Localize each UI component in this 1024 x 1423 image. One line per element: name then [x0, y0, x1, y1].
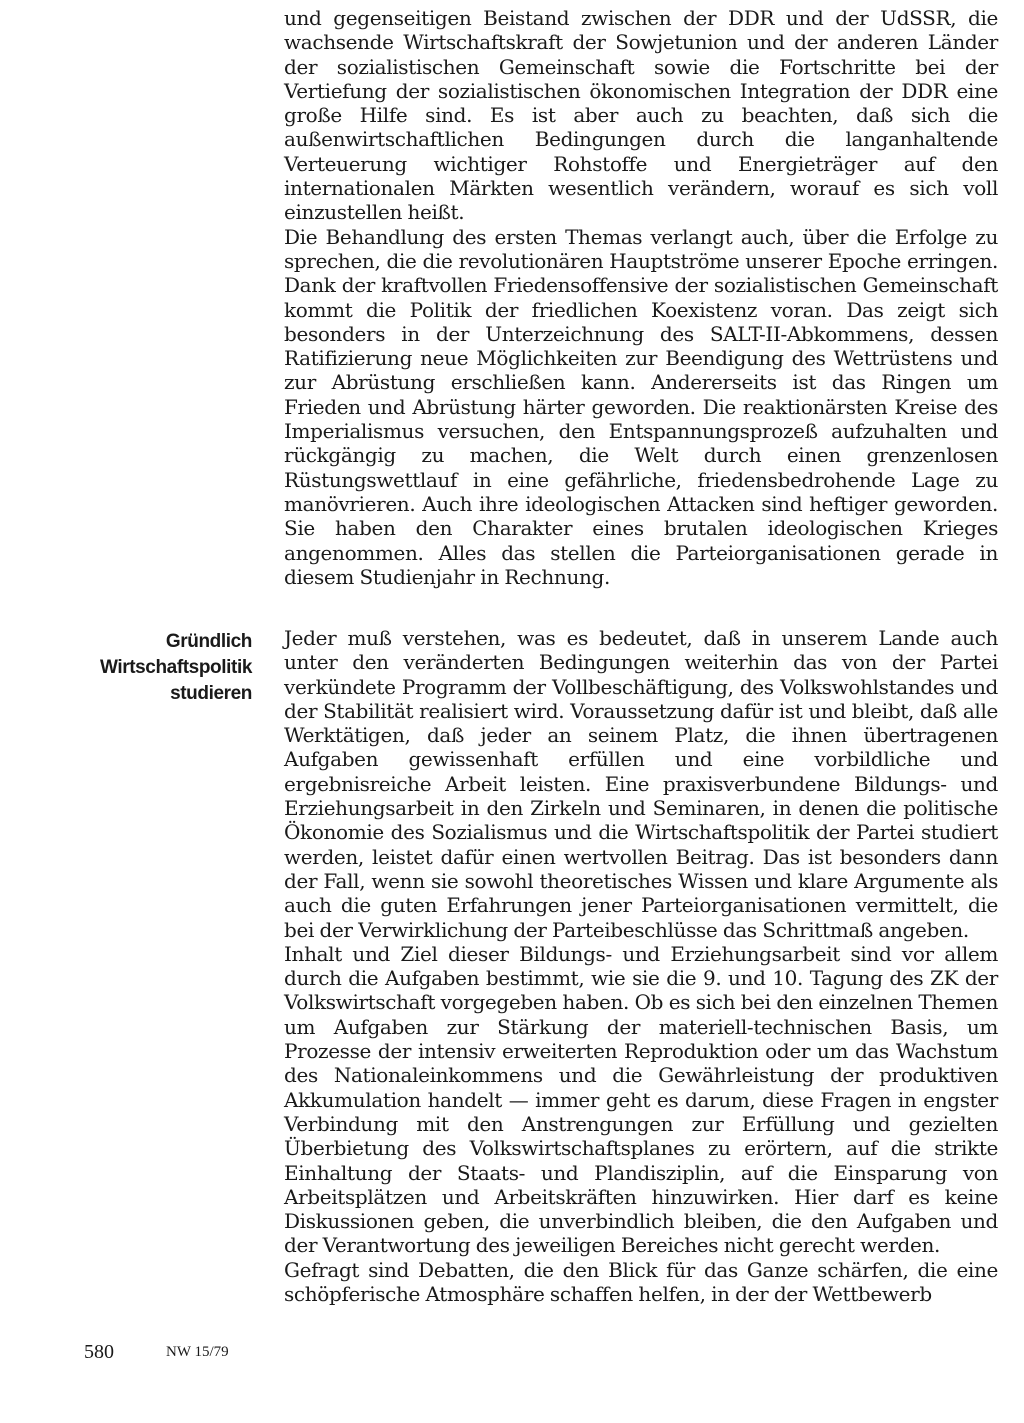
- paragraph: Die Behandlung des ersten Themas verlangt auch, über die Erfolge zu sprechen, die die revolutionären Hauptströme unserer Epoche erringen. Dank der kraftvollen Friedensoffensive der sozialistischen Gemeinschaft kommt die Politik der friedlichen Koexistenz voran. Das zeigt sich besonders in der Unterzeichnung des SALT-II-Abkommens, dessen Ratifizierung neue Möglichkeiten zur Beendigung des Wettrüstens und zur Abrüstung erschließen kann. Andererseits ist das Ringen um Frieden und Abrüstung härter geworden. Die reaktionärsten Kreise des Imperialismus versuchen, den Entspannungsprozeß aufzuhalten und rückgängig zu machen, die Welt durch einen grenzenlosen Rüstungswettlauf in eine gefährliche, friedensbedrohende Lage zu manövrieren. Auch ihre ideologischen Attacken sind heftiger geworden. Sie haben den Charakter eines brutalen ideologischen Krieges angenommen. Alles das stellen die Parteiorganisationen gerade in diesem Studienjahr in Rechnung.: [284, 224, 998, 589]
- margin-heading: [88, 629, 252, 707]
- margin-heading-line: Wirtschaftspolitik: [99, 657, 252, 678]
- margin-heading-line: studieren: [170, 683, 252, 704]
- page-number: 580: [84, 1341, 114, 1363]
- paragraph: Inhalt und Ziel dieser Bildungs- und Erziehungsarbeit sind vor allem durch die Aufgaben bestimmt, wie sie die 9. und 10. Tagung des ZK der Volkswirtschaft vorgegeben haben. Ob es sich bei den einzelnen Themen um Aufgaben zur Stärkung der materiell-technischen Basis, um Prozesse der intensiv erweiterten Reproduktion oder um das Wachstum des Nationaleinkommens und die Gewährleistung der produktiven Akkumulation handelt — immer geht es darum, diese Fragen in engster Verbindung mit den Anstrengungen zur Erfüllung und gezielten Überbietung des Volkswirtschaftsplanes zu erörtern, auf die strikte Einhaltung der Staats- und Plandisziplin, auf die Einsparung von Arbeitsplätzen und Arbeitskräften hinzuwirken. Hier darf es keine Diskussionen geben, die unverbindlich bleiben, die den Aufgaben und der Verantwortung des jeweiligen Bereiches nicht gerecht werden.: [284, 941, 998, 1258]
- issue-label: NW 15/79: [166, 1344, 229, 1360]
- body-text-top: [284, 6, 998, 589]
- margin-heading-line: Gründlich: [165, 631, 252, 652]
- paragraph: Gefragt sind Debatten, die den Blick für das Ganze schärfen, die eine schöpferische Atmosphäre schaffen helfen, in der der Wettbewerb: [284, 1257, 998, 1307]
- paragraph: und gegenseitigen Beistand zwischen der DDR und der UdSSR, die wachsende Wirtschaftskraft der Sowjetunion und der anderen Länder der sozialistischen Gemeinschaft sowie die Fortschritte bei der Vertiefung der sozialistischen ökonomischen Integration der DDR eine große Hilfe sind. Es ist aber auch zu beachten, daß sich die außenwirtschaftlichen Bedingungen durch die langanhaltende Verteuerung wichtiger Rohstoffe und Energieträger auf den internationalen Märkten wesentlich verändern, worauf es sich voll einzustellen heißt.: [284, 6, 998, 225]
- body-text-bottom: [284, 626, 998, 1306]
- paragraph: Jeder muß verstehen, was es bedeutet, daß in unserem Lande auch unter den veränderten Bedingungen weiterhin das von der Partei verkündete Programm der Vollbeschäftigung, des Volkswohlstandes und der Stabilität realisiert wird. Voraussetzung dafür ist und bleibt, daß alle Werktätigen, daß jeder an seinem Platz, die ihnen übertragenen Aufgaben gewissenhaft erfüllen und eine vorbildliche und ergebnisreiche Arbeit leisten. Eine praxisverbundene Bildungs- und Erziehungsarbeit in den Zirkeln und Seminaren, in denen die politische Ökonomie des Sozialismus und die Wirtschaftspolitik der Partei studiert werden, leistet dafür einen wertvollen Beitrag. Das ist besonders dann der Fall, wenn sie sowohl theoretisches Wissen und klare Argumente als auch die guten Erfahrungen jener Parteiorganisationen vermittelt, die bei der Verwirklichung der Parteibeschlüsse das Schrittmaß angeben.: [284, 626, 998, 942]
